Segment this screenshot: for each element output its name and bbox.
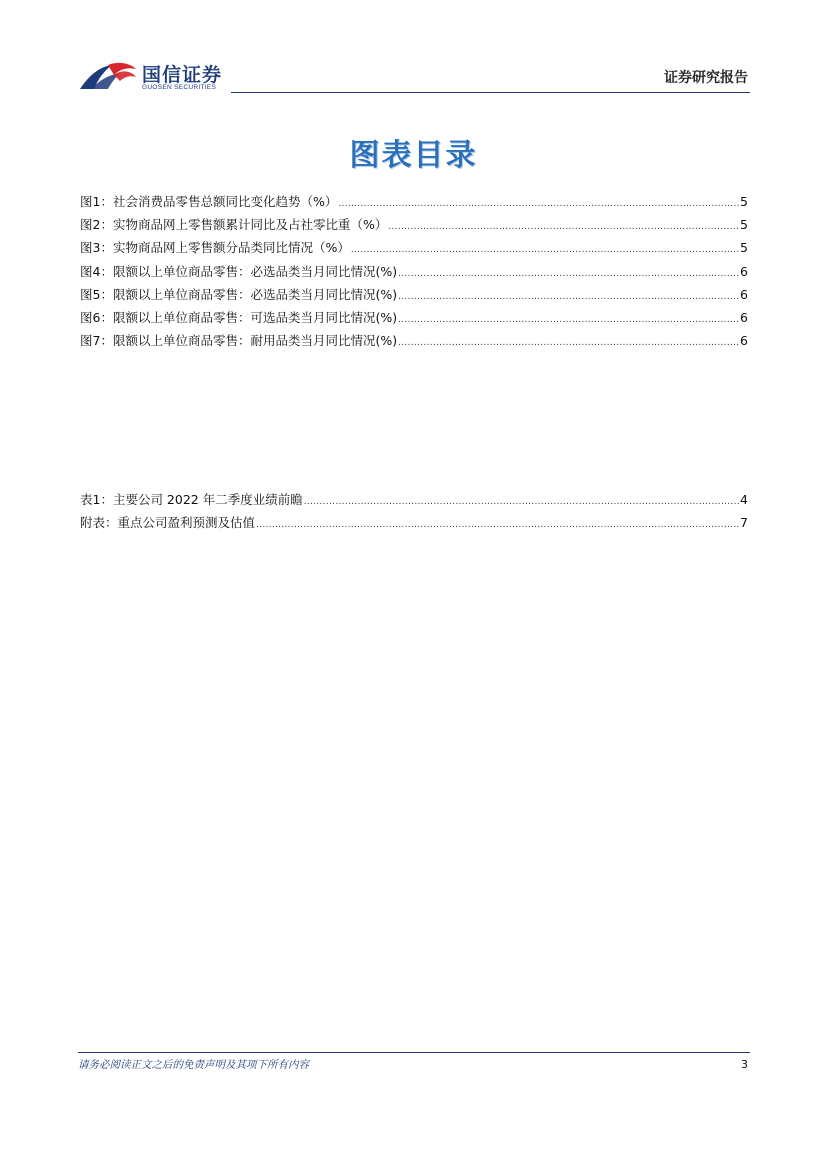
toc-page-number: 7 (740, 515, 748, 531)
toc-page-number: 6 (740, 309, 748, 325)
page-header (78, 55, 750, 95)
table-list (80, 490, 748, 536)
toc-title: 限额以上单位商品零售：可选品类当月同比情况(%) (112, 309, 398, 325)
report-type-label: 证券研究报告 (664, 70, 748, 86)
toc-entry-appendix-table[interactable] (80, 513, 748, 536)
toc-label: 表1： (80, 492, 113, 507)
toc-page-number: 5 (740, 217, 748, 233)
page-title: 图表目录 (349, 138, 478, 173)
figure-list (80, 192, 748, 354)
toc-label: 图3： (80, 240, 113, 256)
toc-leader-dots (256, 520, 739, 530)
toc-page-number: 5 (740, 240, 748, 256)
toc-label: 图5： (80, 286, 113, 302)
toc-leader-dots (388, 222, 739, 232)
toc-entry-figure-1[interactable] (80, 192, 748, 215)
toc-page-number: 6 (740, 263, 748, 279)
guosen-logo (78, 55, 228, 95)
toc-leader-dots (338, 199, 739, 209)
toc-label: 图1： (80, 194, 113, 209)
logo-text-cn: 国信证券 (142, 64, 223, 86)
toc-leader-dots (398, 292, 739, 302)
toc-entry-figure-3[interactable] (80, 238, 748, 261)
toc-title: 实物商品网上零售额分品类同比情况（%） (112, 240, 350, 256)
logo-text-en: GUOSEN SECURITIES (142, 84, 217, 91)
toc-title: 主要公司 2022 年二季度业绩前瞻 (112, 492, 303, 507)
toc-entry-figure-4[interactable] (80, 262, 748, 285)
toc-page-number: 5 (740, 194, 748, 209)
toc-entry-figure-2[interactable] (80, 215, 748, 238)
toc-leader-dots (398, 269, 739, 279)
header-divider (231, 92, 750, 93)
disclaimer-note: 请务必阅读正文之后的免责声明及其项下所有内容 (78, 1059, 309, 1071)
toc-leader-dots (398, 315, 739, 325)
toc-entry-table-1[interactable] (80, 490, 748, 513)
toc-title: 限额以上单位商品零售：必选品类当月同比情况(%) (112, 286, 398, 302)
toc-title: 实物商品网上零售额累计同比及占社零比重（%） (112, 217, 388, 233)
toc-title: 社会消费品零售总额同比变化趋势（%） (112, 194, 338, 209)
guosen-logo-icon (78, 59, 138, 93)
toc-label: 图7： (80, 333, 113, 349)
toc-page-number: 6 (740, 333, 748, 349)
page-footer (78, 1052, 750, 1092)
toc-leader-dots (398, 338, 739, 348)
toc-label: 附表： (80, 515, 118, 531)
toc-entry-figure-5[interactable] (80, 285, 748, 308)
toc-leader-dots (304, 497, 739, 507)
toc-entry-figure-7[interactable] (80, 331, 748, 354)
toc-title: 重点公司盈利预测及估值 (117, 515, 256, 531)
toc-label: 图2： (80, 217, 113, 233)
toc-label: 图6： (80, 309, 113, 325)
toc-title: 限额以上单位商品零售：必选品类当月同比情况(%) (112, 263, 398, 279)
footer-divider (78, 1052, 750, 1053)
toc-page-number: 6 (740, 286, 748, 302)
toc-page-number: 4 (740, 492, 748, 507)
toc-leader-dots (351, 245, 739, 255)
toc-title: 限额以上单位商品零售：耐用品类当月同比情况(%) (112, 333, 398, 349)
page-number: 3 (741, 1058, 748, 1071)
toc-label: 图4： (80, 263, 113, 279)
toc-entry-figure-6[interactable] (80, 308, 748, 331)
